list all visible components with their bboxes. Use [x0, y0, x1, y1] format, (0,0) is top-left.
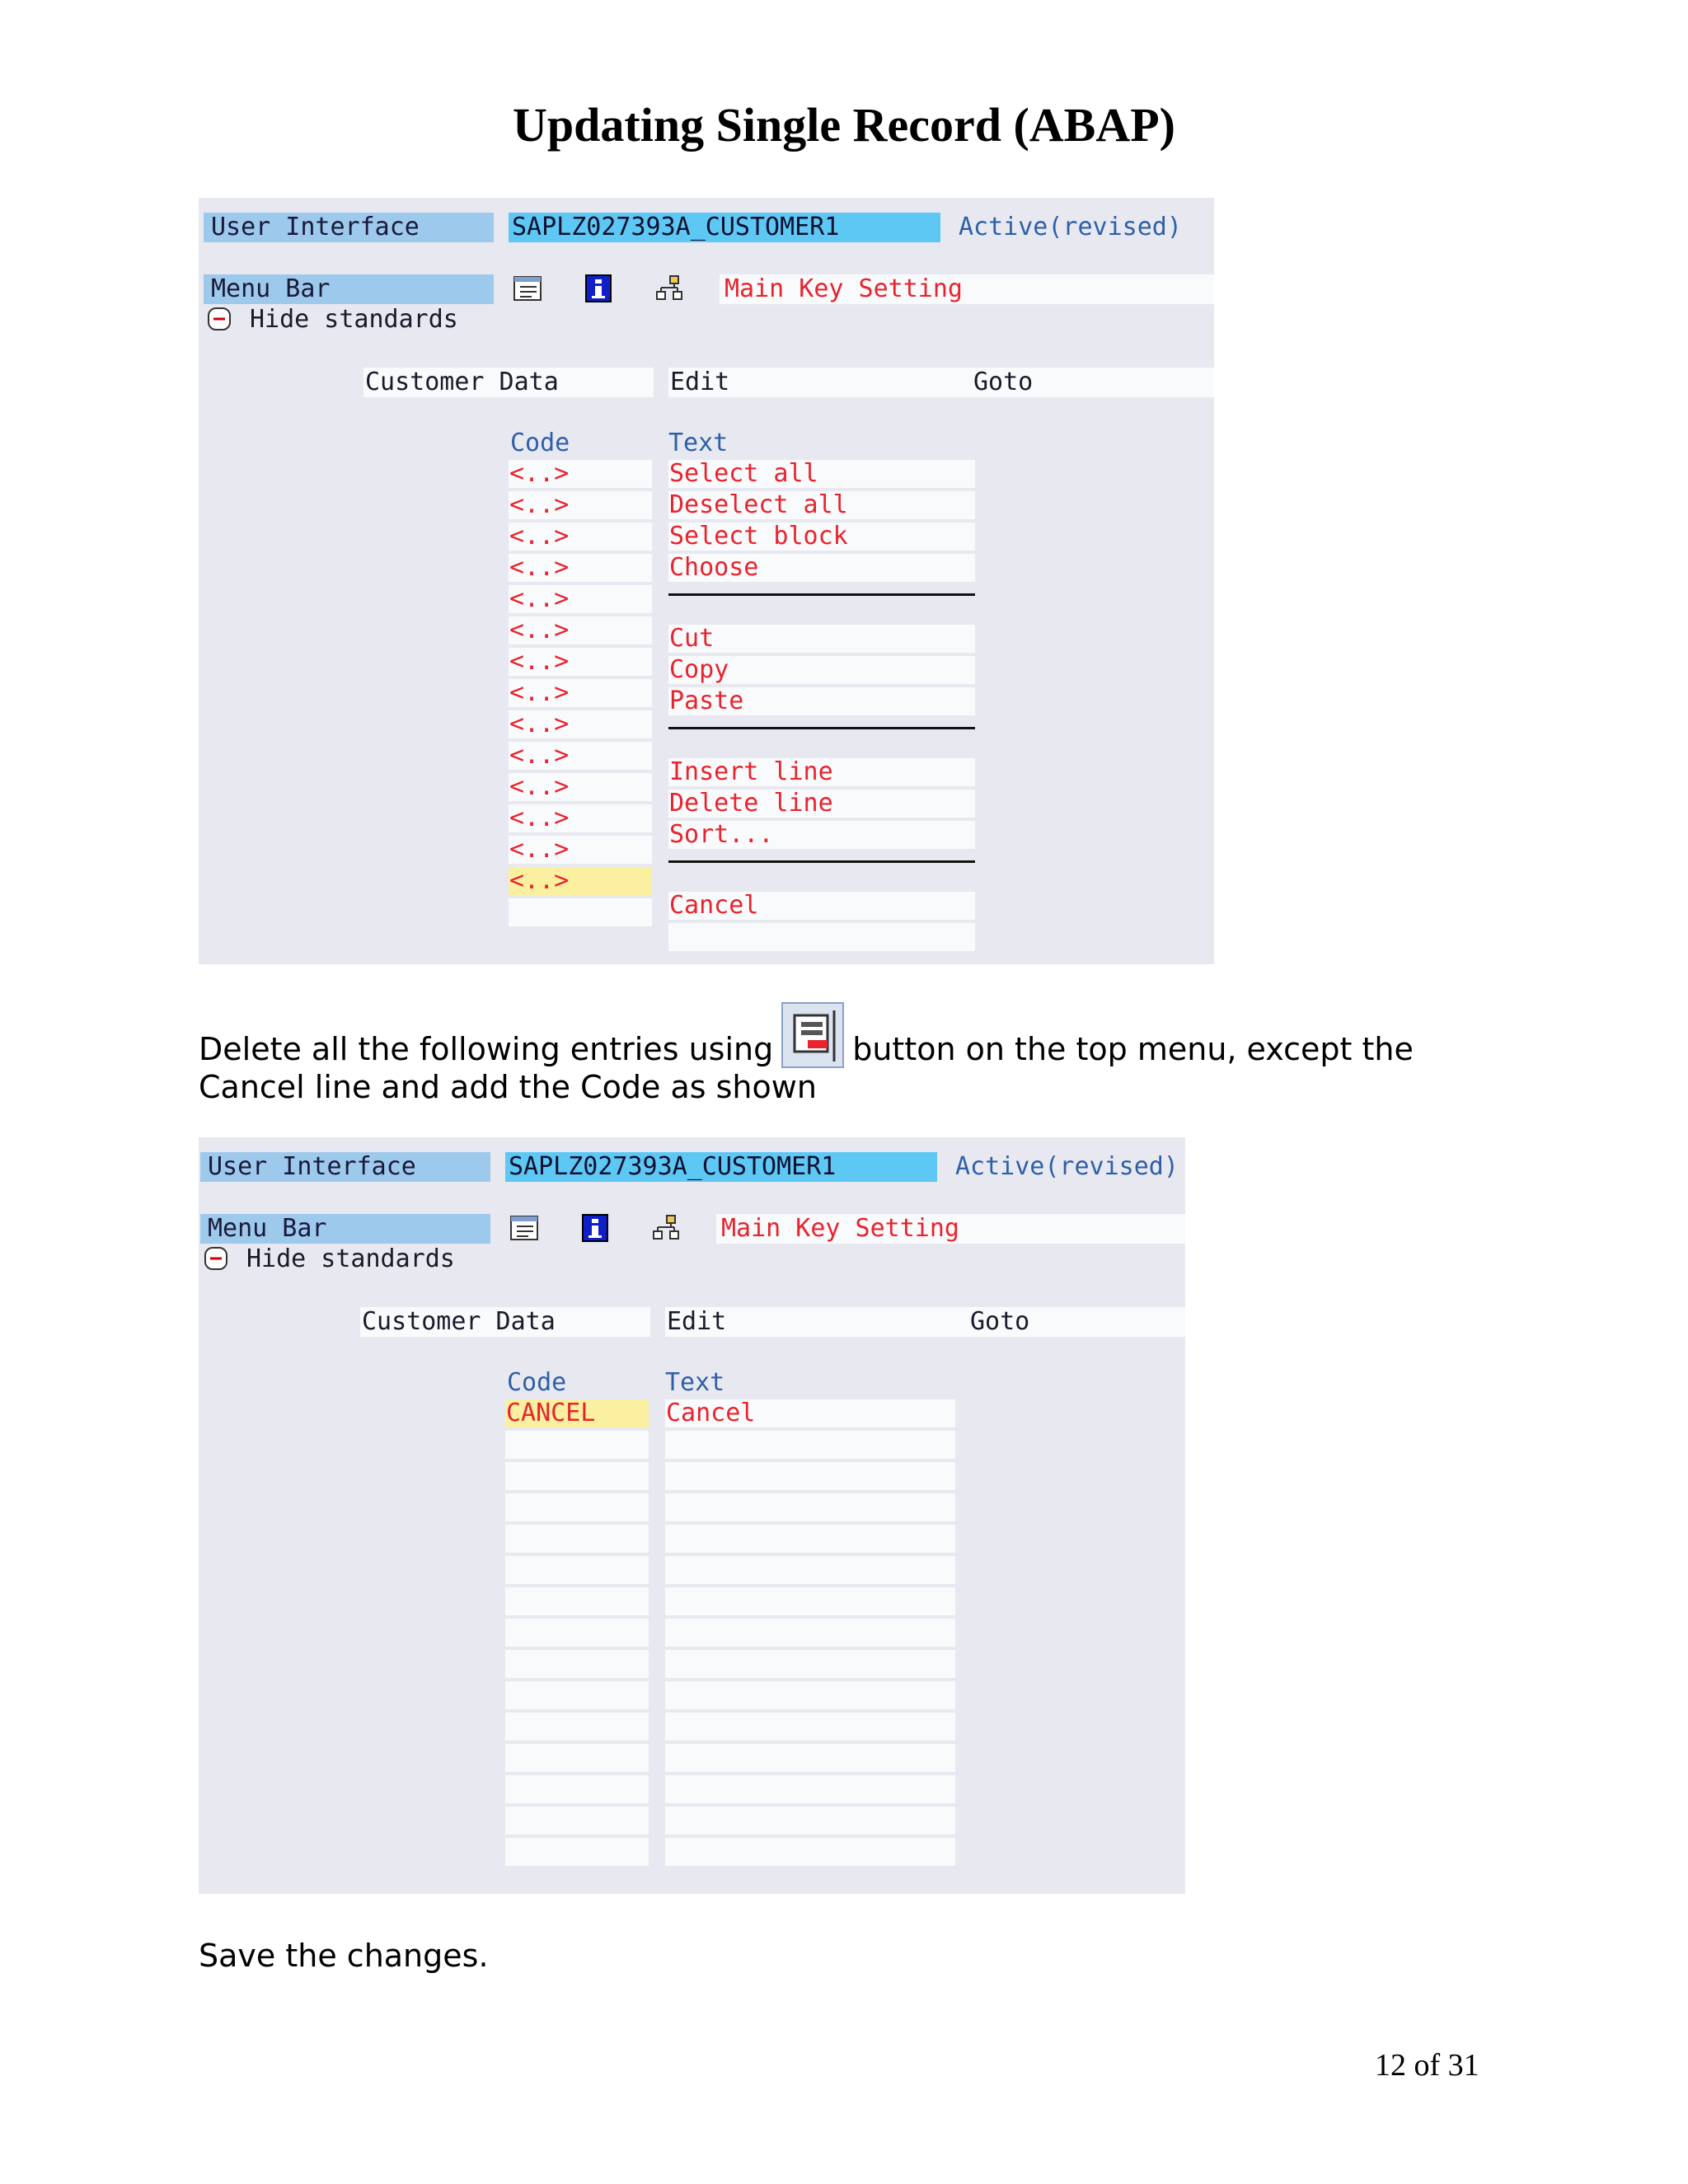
code-cell[interactable]: <..>	[509, 491, 652, 519]
code-cell[interactable]	[505, 1838, 649, 1866]
text-cell[interactable]: Cancel	[668, 892, 975, 920]
text-cell[interactable]: Insert line	[668, 758, 975, 786]
text-cell[interactable]: Deselect all	[668, 491, 975, 519]
hide-standards-link[interactable]: Hide standards	[246, 1244, 455, 1273]
code-cell[interactable]: CANCEL	[505, 1399, 649, 1427]
code-cell[interactable]: <..>	[509, 585, 652, 613]
code-cell[interactable]	[505, 1775, 649, 1803]
code-cell[interactable]	[505, 1807, 649, 1835]
menu-bar-name-field[interactable]: Main Key Setting	[720, 274, 1214, 304]
text-cell[interactable]	[665, 1493, 955, 1521]
separator-rule	[668, 860, 975, 863]
save-instruction: Save the changes.	[199, 1938, 489, 1974]
text-cell[interactable]	[665, 1681, 955, 1709]
menu-painter-panel-before	[199, 198, 1214, 964]
collapse-icon[interactable]	[204, 1246, 228, 1271]
instruction-paragraph	[199, 1002, 1414, 1106]
text-cell[interactable]: Select block	[668, 523, 975, 551]
separator-rule	[668, 593, 975, 596]
text-cell[interactable]: Select all	[668, 460, 975, 488]
separator-rule	[668, 727, 975, 729]
text-cell[interactable]: Choose	[668, 554, 975, 582]
code-cell[interactable]	[505, 1681, 649, 1709]
text-cell[interactable]: Cancel	[665, 1399, 955, 1427]
code-cell[interactable]: <..>	[509, 523, 652, 551]
code-cell[interactable]	[505, 1462, 649, 1490]
text-column-header: Text	[665, 1368, 725, 1397]
info-icon[interactable]	[583, 274, 614, 303]
text-cell[interactable]	[665, 1744, 955, 1772]
text-cell[interactable]: Paste	[668, 687, 975, 715]
menu-edit[interactable]: Edit	[668, 368, 975, 397]
code-cell[interactable]: <..>	[509, 460, 652, 488]
code-cell[interactable]: <..>	[509, 648, 652, 676]
text-cell[interactable]: Delete line	[668, 790, 975, 818]
text-cell[interactable]	[665, 1462, 955, 1490]
text-cell[interactable]: Sort...	[668, 821, 975, 849]
delete-entries-button[interactable]	[781, 1002, 844, 1068]
code-column-header: Code	[507, 1368, 567, 1397]
text-column-header: Text	[668, 429, 729, 457]
menu-goto[interactable]: Goto	[972, 368, 1214, 397]
code-cell[interactable]: <..>	[509, 679, 652, 707]
page-title: Updating Single Record (ABAP)	[513, 98, 1175, 152]
collapse-icon[interactable]	[207, 307, 232, 331]
hide-standards-link[interactable]: Hide standards	[250, 305, 458, 334]
menu-goto[interactable]: Goto	[968, 1307, 1185, 1337]
menu-customer-data[interactable]: Customer Data	[360, 1307, 650, 1337]
code-cell[interactable]: <..>	[509, 773, 652, 801]
menu-painter-panel-after	[199, 1137, 1185, 1894]
code-cell[interactable]	[505, 1556, 649, 1584]
status-text: Active(revised)	[959, 213, 1182, 241]
text-cell[interactable]	[665, 1556, 955, 1584]
text-cell[interactable]: Copy	[668, 656, 975, 684]
text-cell[interactable]	[665, 1619, 955, 1647]
menu-bar-label: Menu Bar	[204, 274, 494, 304]
code-column	[509, 460, 652, 930]
menu-edit[interactable]: Edit	[665, 1307, 972, 1337]
code-cell[interactable]: <..>	[509, 867, 652, 895]
code-cell[interactable]: <..>	[509, 804, 652, 832]
code-cell[interactable]	[505, 1650, 649, 1678]
menu-bar-label: Menu Bar	[200, 1214, 490, 1244]
separator-line[interactable]	[668, 593, 975, 621]
code-cell[interactable]	[505, 1619, 649, 1647]
delete-entries-icon	[783, 1004, 842, 1066]
code-cell[interactable]	[505, 1431, 649, 1459]
text-cell[interactable]	[668, 923, 975, 951]
code-cell[interactable]	[505, 1493, 649, 1521]
text-cell[interactable]	[665, 1587, 955, 1615]
code-cell[interactable]	[505, 1744, 649, 1772]
text-cell[interactable]	[665, 1713, 955, 1741]
text-cell[interactable]	[665, 1650, 955, 1678]
instruction-text-after: button on the top menu, except the	[852, 1031, 1414, 1067]
status-text: Active(revised)	[955, 1152, 1179, 1181]
text-cell[interactable]	[665, 1807, 955, 1835]
code-cell[interactable]	[509, 898, 652, 926]
text-cell[interactable]	[665, 1838, 955, 1866]
user-interface-label: User Interface	[200, 1152, 490, 1182]
separator-line[interactable]	[668, 860, 975, 888]
menu-bar-name-field[interactable]: Main Key Setting	[716, 1214, 1185, 1244]
instruction-text-line2: Cancel line and add the Code as shown	[199, 1069, 817, 1105]
text-cell[interactable]	[665, 1775, 955, 1803]
separator-line[interactable]	[668, 727, 975, 755]
code-cell[interactable]: <..>	[509, 554, 652, 582]
code-cell[interactable]	[505, 1525, 649, 1553]
menu-customer-data[interactable]: Customer Data	[363, 368, 654, 397]
text-cell[interactable]: Cut	[668, 625, 975, 653]
code-cell[interactable]: <..>	[509, 616, 652, 644]
code-column-header: Code	[510, 429, 570, 457]
function-list-icon[interactable]	[512, 274, 543, 303]
hierarchy-icon[interactable]	[650, 1213, 682, 1243]
code-cell[interactable]	[505, 1587, 649, 1615]
text-column	[668, 460, 975, 954]
function-list-icon[interactable]	[509, 1213, 540, 1243]
program-name-field[interactable]: SAPLZ027393A_CUSTOMER1	[505, 1152, 937, 1182]
user-interface-label: User Interface	[204, 213, 494, 242]
text-column	[665, 1399, 955, 1869]
text-cell[interactable]	[665, 1431, 955, 1459]
code-cell[interactable]	[505, 1713, 649, 1741]
code-cell[interactable]: <..>	[509, 710, 652, 738]
hierarchy-icon[interactable]	[654, 274, 685, 303]
instruction-text-before: Delete all the following entries using	[199, 1031, 774, 1067]
text-cell[interactable]	[665, 1525, 955, 1553]
code-cell[interactable]: <..>	[509, 742, 652, 770]
code-cell[interactable]: <..>	[509, 836, 652, 864]
program-name-field[interactable]: SAPLZ027393A_CUSTOMER1	[509, 213, 940, 242]
code-column	[505, 1399, 649, 1869]
page-number: 12 of 31	[1375, 2048, 1479, 2083]
info-icon[interactable]	[579, 1213, 611, 1243]
